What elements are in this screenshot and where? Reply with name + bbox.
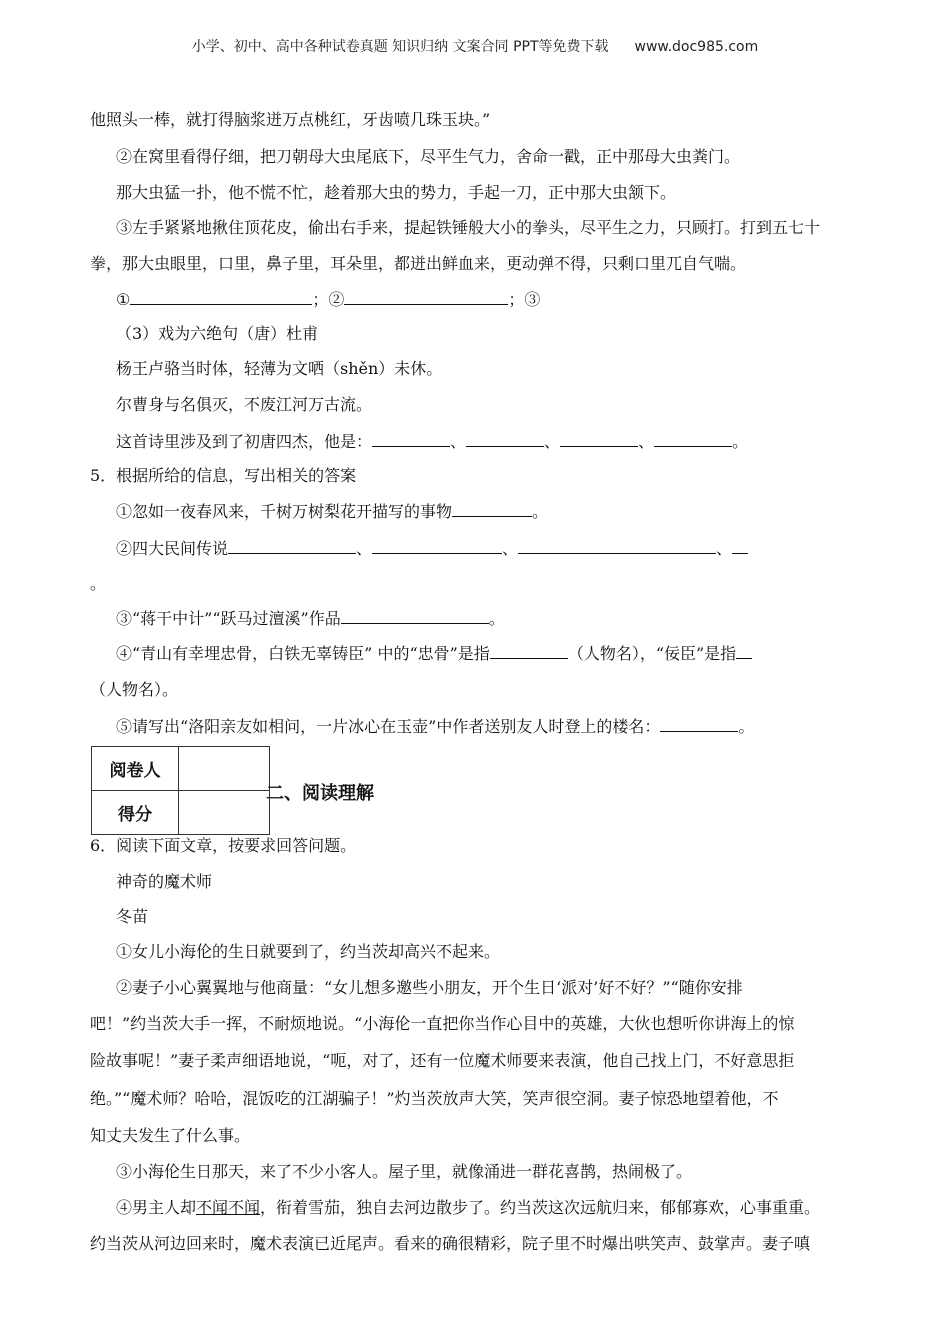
reviewer-cell[interactable] xyxy=(179,747,270,791)
separator: 、 xyxy=(638,432,655,451)
answer-blank[interactable] xyxy=(452,500,532,517)
item-text: ⑤请写出“洛阳亲友如相问，一片冰心在玉壶”中作者送别友人时登上的楼名： xyxy=(116,717,661,736)
answer-blank[interactable] xyxy=(341,607,489,624)
poem-line: 杨王卢骆当时体，轻薄为文哂（shěn）未休。 xyxy=(116,359,443,378)
paragraph: ③小海伦生日那天，来了不少小客人。屋子里，就像涌进一群花喜鹊，热闹极了。 xyxy=(116,1162,693,1181)
answer-blank[interactable] xyxy=(130,288,312,305)
answer-blank[interactable] xyxy=(372,430,450,447)
underlined-phrase: 不闻不闻 xyxy=(196,1198,261,1217)
paragraph: 险故事呢！”妻子柔声细语地说，“呃，对了，还有一位魔术师要来表演，他自己找上门，不好意思拒 xyxy=(90,1051,795,1070)
q5-item-4-end: （人物名）。 xyxy=(90,680,179,699)
text-line: ③左手紧紧地揪住顶花皮，偷出右手来，提起铁锤般大小的拳头，尽平生之力，只顾打。打到五七十 xyxy=(116,218,821,237)
answer-blank[interactable] xyxy=(560,430,638,447)
paragraph: 绝。”“魔术师？哈哈，混饭吃的江湖骗子！”灼当茨放声大笑，笑声很空洞。妻子惊恐地望着他，不 xyxy=(90,1089,779,1108)
item-text: （人物名），“佞臣”是指 xyxy=(567,644,737,663)
question-5-title: 5．根据所给的信息，写出相关的答案 xyxy=(90,466,357,485)
paragraph: ②妻子小心翼翼地与他商量：“女儿想多邀些小朋友，开个生日‘派对’好不好？”“随你安排 xyxy=(116,978,743,997)
label-3: ；③ xyxy=(508,290,541,309)
separator: 、 xyxy=(356,539,373,558)
q5-item-3 xyxy=(116,607,916,630)
item-text: ①忽如一夜春风来，千树万树梨花开描写的事物 xyxy=(116,502,453,521)
period: 。 xyxy=(532,502,549,521)
separator: 、 xyxy=(716,539,733,558)
text-span: ，衔着雪茄，独自去河边散步了。约当茨这次远航归来，郁郁寡欢，心事重重。 xyxy=(260,1198,821,1217)
q5-item-1 xyxy=(116,500,916,523)
text-line: 他照头一棒，就打得脑浆迸万点桃红，牙齿喷几珠玉块。” xyxy=(90,110,491,129)
paragraph xyxy=(116,1197,916,1219)
answer-blank[interactable] xyxy=(736,642,752,659)
section-title: 二、阅读理解 xyxy=(266,783,374,804)
answer-blank[interactable] xyxy=(372,537,502,554)
header-title: 小学、初中、高中各种试卷真题 知识归纳 文案合同 PPT等免费下载 xyxy=(191,39,609,55)
label-2: ；② xyxy=(312,290,345,309)
q5-item-2-end: 。 xyxy=(90,574,107,593)
paragraph: 约当茨从河边回来时，魔术表演已近尾声。看来的确很精彩，院子里不时爆出哄笑声、鼓掌声。妻子嗔 xyxy=(90,1234,811,1253)
page-header xyxy=(0,36,950,56)
item-text: ③“蒋干中计”“跃马过澶溪”作品 xyxy=(116,609,341,628)
poem-question xyxy=(116,430,916,453)
q5-item-2 xyxy=(116,537,916,560)
period: 。 xyxy=(738,717,755,736)
period: 。 xyxy=(488,609,505,628)
poem-line: 尔曹身与名俱灭，不废江河万古流。 xyxy=(116,395,373,414)
separator: 、 xyxy=(502,539,519,558)
score-table xyxy=(91,746,270,835)
answer-blank[interactable] xyxy=(490,642,568,659)
question-6-title: 6．阅读下面文章，按要求回答问题。 xyxy=(90,836,357,855)
header-url[interactable]: www.doc985.com xyxy=(634,39,759,55)
answer-blank[interactable] xyxy=(654,430,732,447)
item-text: ②四大民间传说 xyxy=(116,539,229,558)
text-line: 那大虫猛一扑，他不慌不忙，趁着那大虫的势力，手起一刀，正中那大虫颔下。 xyxy=(116,183,677,202)
label-1: ① xyxy=(116,290,131,309)
story-title: 神奇的魔术师 xyxy=(116,872,213,891)
answer-blank[interactable] xyxy=(228,537,356,554)
paragraph: 吧！”约当茨大手一挥，不耐烦地说。“小海伦一直把你当作心目中的英雄，大伙也想听你讲海上的惊 xyxy=(90,1014,795,1033)
question-text: 这首诗里涉及到了初唐四杰，他是： xyxy=(116,432,373,451)
answer-blank[interactable] xyxy=(660,715,738,732)
q5-item-4 xyxy=(116,642,916,665)
period: 。 xyxy=(732,432,749,451)
text-line: ②在窝里看得仔细，把刀朝母大虫尾底下，尽平生气力，舍命一戳，正中那母大虫粪门。 xyxy=(116,147,741,166)
poem-title: （3）戏为六绝句（唐）杜甫 xyxy=(116,324,319,343)
text-line: 拳，那大虫眼里，口里，鼻子里，耳朵里，都迸出鲜血来，更动弹不得，只剩口里兀自气喘。 xyxy=(90,254,747,273)
answer-line xyxy=(116,288,916,311)
q5-item-5 xyxy=(116,715,916,738)
answer-blank[interactable] xyxy=(344,288,508,305)
paragraph: ①女儿小海伦的生日就要到了，约当茨却高兴不起来。 xyxy=(116,942,501,961)
score-label: 得分 xyxy=(92,791,179,835)
separator: 、 xyxy=(544,432,561,451)
score-cell[interactable] xyxy=(179,791,270,835)
answer-blank[interactable] xyxy=(518,537,716,554)
item-text: ④“青山有幸埋忠骨，白铁无辜铸臣” 中的“忠骨”是指 xyxy=(116,644,490,663)
answer-blank[interactable] xyxy=(466,430,544,447)
paragraph: 知丈夫发生了什么事。 xyxy=(90,1126,251,1145)
separator: 、 xyxy=(450,432,467,451)
reviewer-label: 阅卷人 xyxy=(92,747,179,791)
answer-blank[interactable] xyxy=(732,537,748,554)
text-span: ④男主人却 xyxy=(116,1198,197,1217)
story-author: 冬苗 xyxy=(116,907,149,926)
